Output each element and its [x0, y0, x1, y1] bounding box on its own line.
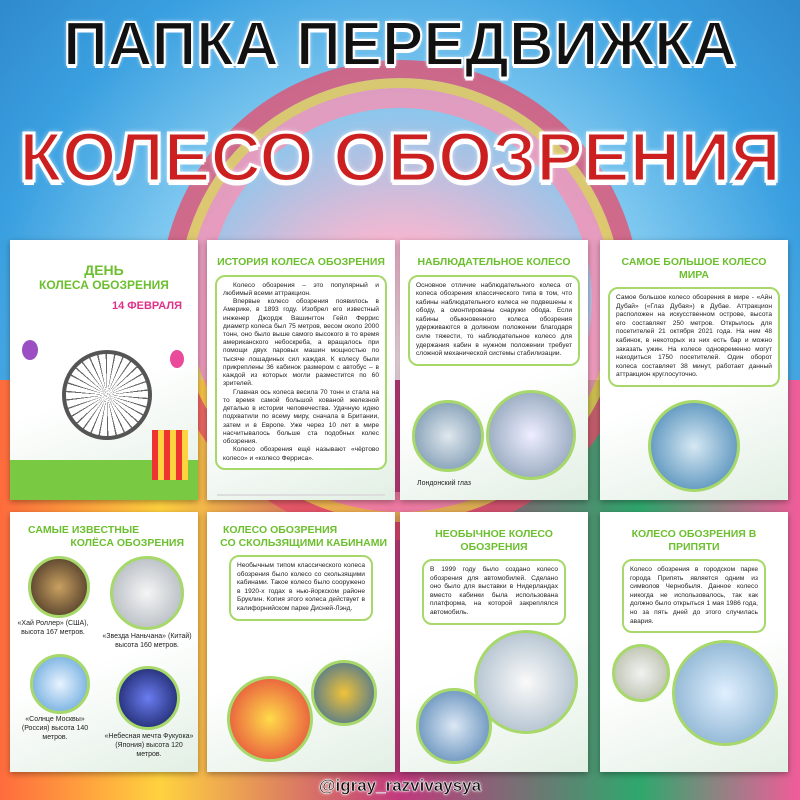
- page-pripyat: [600, 512, 788, 772]
- photo-circle: [110, 556, 184, 630]
- text-box: Основное отличие наблюдательного колеса от колеса обозрения классического типа в том, что кабины наблюдательного колеса не подвешены к ободу, а смонтированы снаружи обода. Если кабины обыкновенного колеса обозрения удерживаются в должном положении благодаря силе тяжести, то наблюдательное колесо для удержания кабин в нужном положении требует сложной механической системы стабилизации.: [408, 275, 580, 366]
- cover-title-2: КОЛЕСА ОБОЗРЕНИЯ: [39, 278, 169, 292]
- photo-circle: [672, 640, 778, 746]
- page-title-1: КОЛЕСО ОБОЗРЕНИЯ: [223, 524, 338, 536]
- balloons-icon: [22, 340, 38, 360]
- paragraph: Колесо обозрения ещё называют «чёртово колесо» и «колесо Ферриса».: [223, 446, 379, 462]
- photo-circle: [486, 390, 576, 480]
- tent-icon: [152, 430, 188, 480]
- page-unusual-wheel: [400, 512, 588, 772]
- paragraph: Впервые колесо обозрения появилось в Америке, в 1893 году. Изобрел его известный инженер Джордж Вашингтон Гейл Феррис диаметр колеса был 75 метров, весом около 2000 тонн, оно было выше самого высокого в то время американского небоскреба, а вращалось при помощи двух паровых машин мощностью по тысяче лошадиных сил каждая. К колесу были прикреплены 36 кабинок размером с автобус – в каждой из которых могли разместится по 60 зрителей.: [223, 298, 379, 388]
- page-sliding-cabins: [207, 512, 395, 772]
- page-title: ИСТОРИЯ КОЛЕСА ОБОЗРЕНИЯ: [217, 256, 385, 268]
- photo-caption: Лондонский глаз: [416, 480, 472, 487]
- page-title-2: СО СКОЛЬЗЯЩИМИ КАБИНАМИ: [220, 536, 387, 549]
- page-title: НАБЛЮДАТЕЛЬНОЕ КОЛЕСО: [417, 256, 571, 268]
- footer-line: [217, 494, 385, 496]
- balloon-icon: [170, 350, 184, 368]
- paragraph: Колесо обозрения – это популярный и любимый всеми аттракцион.: [223, 281, 379, 297]
- paragraph: Главная ось колеса весила 70 тонн и стала на то время самой большой кованой железной деталью в истории человечества. Удачную идею подхватили по всему миру, сначала в Британии, затем и в Европе. Уже через 10 лет в мире насчитывалось больше ста подобных колес обозрения.: [223, 388, 379, 446]
- text-box: Необычным типом классического колеса обозрения было колесо со скользящими кабинами. Такое колесо было сооружено в 1920-х годах в нью-йоркском районе Бруклин. Копия этого колеса действует в калифорнийском парке Дисней-Лэнд.: [229, 555, 373, 620]
- page-title-1: САМЫЕ ИЗВЕСТНЫЕ: [28, 524, 140, 536]
- cover-title-1: ДЕНЬ: [84, 262, 124, 278]
- header-line2: КОЛЕСО ОБОЗРЕНИЯ: [19, 118, 781, 196]
- photo-caption: «Небесная мечта Фукуока» (Япония) высота 120 метров.: [104, 733, 194, 758]
- photo-circle: [227, 676, 313, 762]
- text-box: В 1999 году было создано колесо обозрения для автомобилей. Сделано оно было для выставки в Нидерландах вместо кабинки была использована платформа, на которой закреплялся автомобиль.: [422, 559, 566, 624]
- photo-caption: «Хай Роллер» (США), высота 167 метров.: [17, 620, 89, 636]
- text-box: Самое большое колесо обозрения в мире - «Айн Дубай» («Глаз Дубая») в Дубае. Аттракцион расположен на искусственном острове, высота его составляет 250 метров. Открылось для посетителей 21 октября 2021 года. На нем 48 кабинок, в некоторых из них есть бар и можно заказать ужин. На колесе одновременно могут находиться 1750 посетителей. Один оборот колеса составляет 38 минут, работает данный аттракцион круглосуточно.: [608, 287, 780, 387]
- page-biggest-wheel: [600, 240, 788, 500]
- photo-circle: [648, 400, 740, 492]
- page-famous-wheels: [10, 512, 198, 772]
- page-observation-wheel: [400, 240, 588, 500]
- ferris-wheel-illustration: [62, 350, 152, 440]
- photo-circle: [116, 666, 180, 730]
- photo-circle: [311, 660, 377, 726]
- photo-circle: [30, 654, 90, 714]
- cover-date: 14 ФЕВРАЛЯ: [111, 300, 182, 312]
- page-title: НЕОБЫЧНОЕ КОЛЕСО ОБОЗРЕНИЯ: [435, 528, 553, 553]
- photo-circle: [416, 688, 492, 764]
- photo-circle: [28, 556, 90, 618]
- text-box: Колесо обозрения в городском парке города Припять является одним из символов Чернобыля. Данное колесо никогда не использовалось, так как должно было открыться 1 мая 1986 года, но за пять дней до этого случилась авария.: [622, 559, 766, 633]
- photo-circle: [412, 400, 484, 472]
- photo-caption: «Звезда Наньчана» (Китай) высота 160 метров.: [102, 633, 192, 649]
- photo-caption: «Солнце Москвы» (Россия) высота 140 метров.: [21, 716, 89, 741]
- page-cover: [10, 240, 198, 500]
- header-line1: ПАПКА ПЕРЕДВИЖКА: [63, 10, 737, 79]
- page-title: КОЛЕСО ОБОЗРЕНИЯ В ПРИПЯТИ: [631, 528, 757, 553]
- text-box: [215, 275, 387, 470]
- page-title: САМОЕ БОЛЬШОЕ КОЛЕСО МИРА: [621, 256, 767, 281]
- page-history: [207, 240, 395, 500]
- page-title-2: КОЛЁСА ОБОЗРЕНИЯ: [70, 536, 184, 549]
- photo-circle: [612, 644, 670, 702]
- author-handle: @igray_razvivaysya: [318, 776, 482, 795]
